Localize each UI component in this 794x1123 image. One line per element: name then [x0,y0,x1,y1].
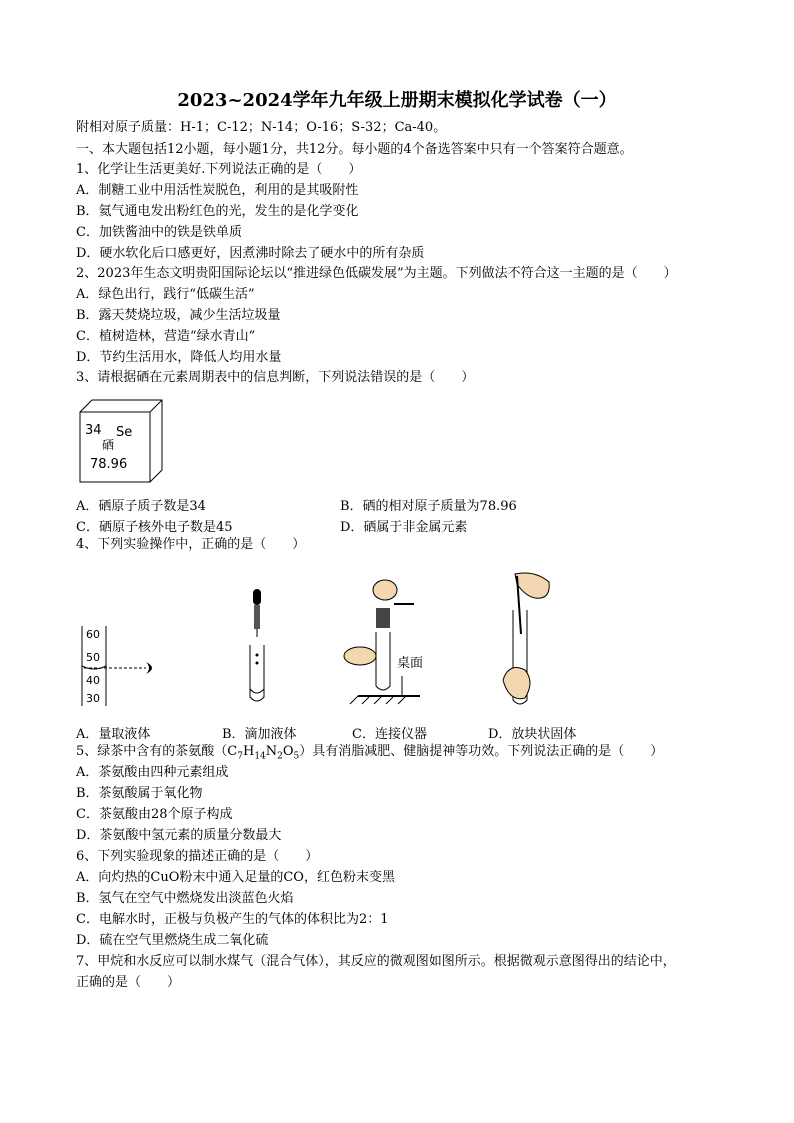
question-1-option-a: A．制糖工业中用活性炭脱色，利用的是其吸附性 [76,183,359,198]
question-5-option-b: B．茶氨酸属于氧化物 [76,786,203,801]
question-3-stem: 3、请根据硒在元素周期表中的信息判断，下列说法错误的是（ ） [76,370,475,385]
element-symbol: Se [116,425,133,440]
question-3-option-a: A．硒原子质子数是34 [76,499,206,514]
question-2-stem: 2、2023年生态文明贵阳国际论坛以“推进绿色低碳发展”为主题。下列做法不符合这一主题的是（ ） [76,266,677,281]
question-3-option-d: D．硒属于非金属元素 [340,520,468,535]
element-number: 34 [85,423,102,438]
question-6-option-b: B．氢气在空气中燃烧发出淡蓝色火焰 [76,891,294,906]
question-2-option-c: C．植树造林，营造“绿水青山” [76,329,256,344]
figure-add-solid [495,570,555,710]
question-6-option-d: D．硫在空气里燃烧生成二氧化硫 [76,933,269,948]
question-6-stem: 6、下列实验现象的描述正确的是（ ） [76,849,319,864]
question-4-option-c: C．连接仪器 [352,727,427,742]
question-1-option-d: D．硬水软化后口感更好，因煮沸时除去了硬水中的所有杂质 [76,246,425,261]
eye-icon [146,662,152,674]
question-6-option-a: A．向灼热的CuO粉末中通入足量的CO，红色粉末变黑 [76,870,395,885]
svg-text:30: 30 [86,692,100,705]
question-4-stem: 4、下列实验操作中，正确的是（ ） [76,537,306,552]
question-3-option-b: B．硒的相对原子质量为78.96 [340,499,517,514]
element-mass: 78.96 [90,457,128,472]
question-5-option-a: A．茶氨酸由四种元素组成 [76,765,229,780]
question-1-stem: 1、化学让生活更美好.下列说法正确的是（ ） [76,162,362,177]
atomic-mass-note: 附相对原子质量：H-1；C-12；N-14；O-16；S-32；Ca-40。 [76,120,447,135]
question-7-stem: 7、甲烷和水反应可以制水煤气（混合气体），其反应的微观图如图所示。根据微观示意图得出的结论中， [76,954,676,969]
exam-title: 2023~2024学年九年级上册期末模拟化学试卷（一） [177,90,617,111]
figure-dropper [240,585,280,710]
question-5-stem: 5、绿茶中含有的茶氨酸$(C_7H_{14}N_2O_5)$具有消脂减肥、健脑提神等功效。下列说法正确的是（ ） [76,744,664,762]
question-5-option-d: D．茶氨酸中氢元素的质量分数最大 [76,828,282,843]
question-4-option-a: A．量取液体 [76,727,151,742]
section-instructions: 一、本大题包括12小题，每小题1分，共12分。每小题的4个备选答案中只有一个答案符合题意。 [76,142,633,157]
svg-text:60: 60 [86,628,100,641]
question-7-stem-cont: 正确的是（ ） [76,975,181,990]
element-name: 硒 [102,438,115,452]
question-6-option-c: C．电解水时，正极与负极产生的气体的体积比为2：1 [76,912,389,927]
question-1-option-c: C．加铁酱油中的铁是铁单质 [76,225,242,240]
question-2-option-b: B．露天焚烧垃圾，减少生活垃圾量 [76,308,281,323]
question-5-option-c: C．茶氨酸由28个原子构成 [76,807,233,822]
question-3-option-c: C．硒原子核外电子数是45 [76,520,233,535]
figure-read-liquid [76,620,176,710]
chemical-formula: $C_7H_{14}N_2O_5$ [227,744,300,762]
question-4-option-d: D．放块状固体 [488,727,577,742]
svg-text:40: 40 [86,674,100,687]
svg-text:50: 50 [86,651,100,664]
desk-label: 桌面 [397,656,424,671]
question-2-option-d: D．节约生活用水，降低人均用水量 [76,350,282,365]
question-4-option-b: B．滴加液体 [222,727,297,742]
figure-connect-apparatus [340,572,430,707]
question-1-option-b: B．氦气通电发出粉红色的光，发生的是化学变化 [76,204,359,219]
question-2-option-a: A．绿色出行，践行“低碳生活” [76,287,255,302]
element-cell-selenium [76,396,166,486]
